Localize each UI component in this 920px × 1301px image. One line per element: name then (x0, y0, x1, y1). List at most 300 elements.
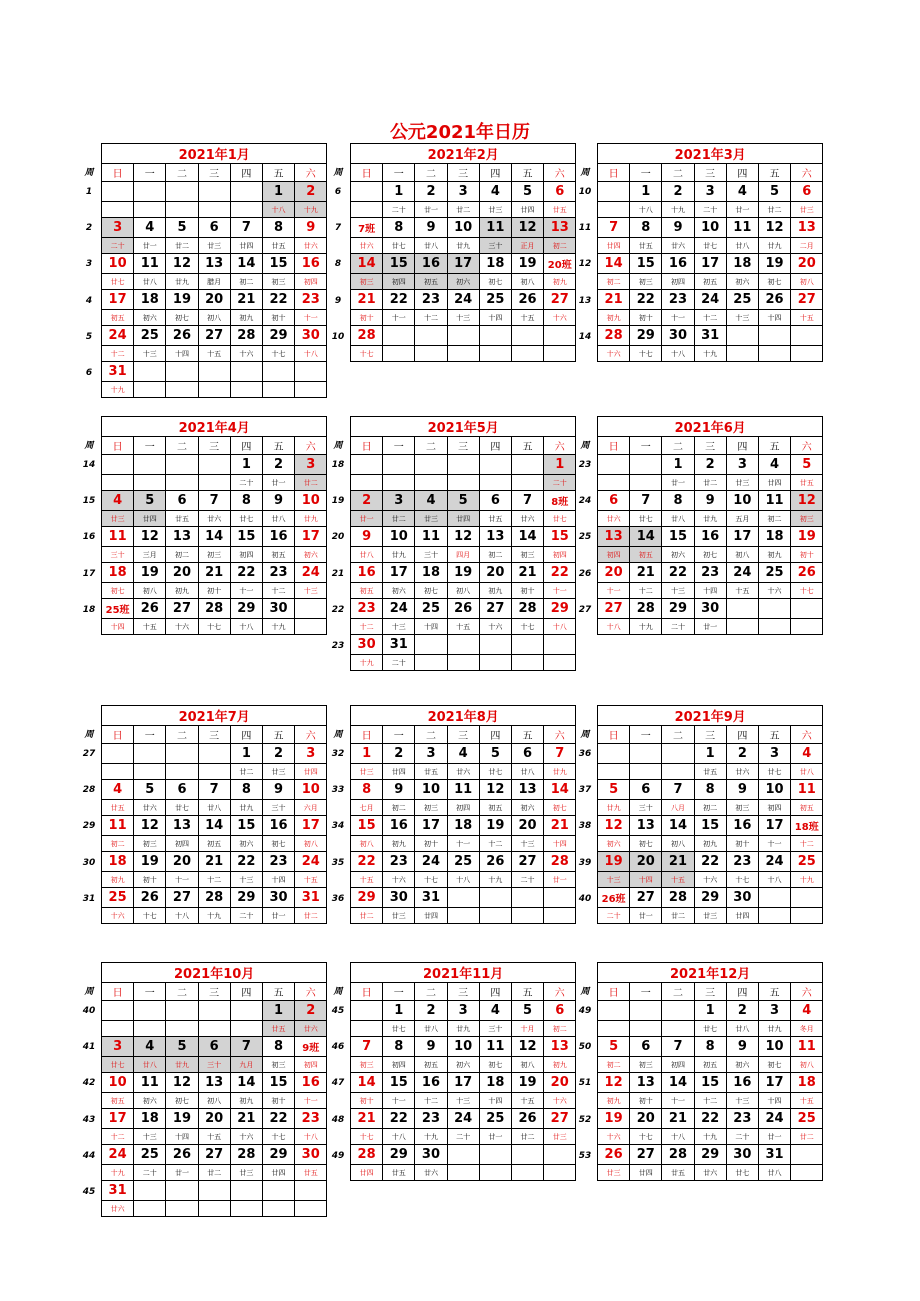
empty-cell (598, 475, 630, 491)
day-cell: 31 (694, 326, 726, 346)
lunar-date-cell: 廿八 (726, 238, 758, 254)
lunar-date-cell: 十八 (295, 1129, 327, 1145)
day-cell: 19 (598, 852, 630, 872)
weekday-header: 四 (230, 983, 262, 1001)
empty-cell (198, 382, 230, 398)
lunar-date-cell: 廿七 (758, 764, 790, 780)
lunar-date-cell: 十四 (758, 1093, 790, 1109)
week-number: 53 (578, 1150, 592, 1161)
lunar-date-cell: 十三 (662, 583, 694, 599)
day-cell: 21 (511, 563, 543, 583)
lunar-date-cell: 初九 (479, 583, 511, 599)
lunar-date-cell: 廿六 (134, 800, 166, 816)
day-cell: 26班 (598, 888, 630, 908)
weekday-header: 五 (758, 983, 790, 1001)
day-cell: 9 (726, 780, 758, 800)
page-title: 公元2021年日历 (389, 122, 531, 143)
lunar-date-cell: 廿八 (758, 1165, 790, 1181)
day-cell: 17 (447, 254, 479, 274)
lunar-date-cell: 十五 (198, 1129, 230, 1145)
lunar-date-cell: 初十 (726, 836, 758, 852)
day-cell: 27 (544, 1109, 576, 1129)
day-cell: 28 (598, 326, 630, 346)
day-cell: 19 (166, 1109, 198, 1129)
day-cell: 11 (102, 527, 134, 547)
lunar-date-cell: 十一 (662, 1093, 694, 1109)
lunar-date-cell: 初十 (415, 836, 447, 852)
lunar-date-cell: 十一 (383, 1093, 415, 1109)
lunar-date-cell: 初六 (511, 800, 543, 816)
empty-cell (351, 1021, 383, 1037)
day-cell: 8 (262, 218, 294, 238)
lunar-date-cell: 初七 (630, 836, 662, 852)
day-cell: 26 (791, 563, 823, 583)
day-cell: 1 (662, 455, 694, 475)
empty-cell (198, 182, 230, 202)
day-cell: 18 (791, 1073, 823, 1093)
week-header-label: 周 (580, 987, 590, 997)
day-cell: 11 (726, 218, 758, 238)
empty-cell (447, 1165, 479, 1181)
lunar-date-cell: 十五 (198, 346, 230, 362)
week-number: 24 (578, 496, 592, 507)
day-cell: 3 (102, 1037, 134, 1057)
day-cell: 20 (511, 816, 543, 836)
lunar-date-cell: 初三 (134, 836, 166, 852)
day-cell: 6 (598, 491, 630, 511)
lunar-date-cell: 十三 (295, 583, 327, 599)
day-cell: 24 (102, 1145, 134, 1165)
lunar-date-cell: 廿五 (102, 800, 134, 816)
weekday-header: 三 (447, 164, 479, 182)
lunar-date-cell: 廿四 (134, 511, 166, 527)
day-cell: 18 (134, 1109, 166, 1129)
lunar-date-cell: 廿七 (544, 511, 576, 527)
day-cell: 17 (295, 816, 327, 836)
day-cell: 19 (134, 563, 166, 583)
lunar-date-cell: 十九 (694, 1129, 726, 1145)
lunar-date-cell: 初四 (544, 547, 576, 563)
day-cell: 14 (230, 254, 262, 274)
lunar-date-cell: 初三 (351, 274, 383, 290)
day-cell: 22 (630, 290, 662, 310)
lunar-date-cell: 廿五 (262, 1021, 294, 1037)
empty-cell (134, 764, 166, 780)
lunar-date-cell: 初五 (694, 1057, 726, 1073)
lunar-date-cell: 正月 (511, 238, 543, 254)
lunar-date-cell: 十八 (166, 908, 198, 924)
lunar-date-cell: 初三 (630, 1057, 662, 1073)
weekday-header: 六 (544, 164, 576, 182)
day-cell: 27 (630, 1145, 662, 1165)
day-cell: 15 (694, 1073, 726, 1093)
empty-cell (351, 202, 383, 218)
empty-cell (166, 455, 198, 475)
month-calendar (350, 962, 576, 1181)
day-cell: 21 (230, 1109, 262, 1129)
day-cell: 15 (694, 816, 726, 836)
lunar-date-cell: 十六 (230, 346, 262, 362)
lunar-date-cell: 廿一 (662, 475, 694, 491)
day-cell: 29 (662, 599, 694, 619)
day-cell: 5 (166, 1037, 198, 1057)
week-header-label: 周 (580, 168, 590, 178)
weekday-header: 日 (102, 437, 134, 455)
lunar-date-cell: 十一 (295, 310, 327, 326)
lunar-date-cell: 廿四 (758, 475, 790, 491)
day-cell: 11 (479, 218, 511, 238)
empty-cell (198, 455, 230, 475)
day-cell: 19 (166, 290, 198, 310)
lunar-date-cell: 三十 (262, 800, 294, 816)
weekday-header: 一 (630, 983, 662, 1001)
lunar-date-cell: 廿九 (758, 238, 790, 254)
lunar-date-cell: 初六 (726, 274, 758, 290)
lunar-date-cell: 初五 (630, 547, 662, 563)
lunar-date-cell: 初四 (295, 1057, 327, 1073)
empty-cell (134, 362, 166, 382)
lunar-date-cell: 二十 (230, 475, 262, 491)
day-cell: 20 (198, 1109, 230, 1129)
lunar-date-cell: 廿二 (662, 908, 694, 924)
lunar-date-cell: 十二 (630, 583, 662, 599)
empty-cell (726, 346, 758, 362)
day-cell: 8 (694, 1037, 726, 1057)
empty-cell (479, 635, 511, 655)
lunar-date-cell: 十一 (230, 583, 262, 599)
lunar-date-cell: 廿五 (630, 238, 662, 254)
lunar-date-cell: 廿六 (726, 764, 758, 780)
lunar-date-cell: 廿六 (598, 511, 630, 527)
lunar-date-cell: 初六 (134, 310, 166, 326)
weekday-header: 二 (166, 726, 198, 744)
lunar-date-cell: 十九 (262, 619, 294, 635)
lunar-date-cell: 廿二 (383, 511, 415, 527)
lunar-date-cell: 初九 (694, 836, 726, 852)
week-number: 30 (82, 857, 96, 868)
empty-cell (134, 1021, 166, 1037)
lunar-date-cell: 初二 (694, 800, 726, 816)
empty-cell (295, 619, 327, 635)
day-cell: 28 (198, 599, 230, 619)
day-cell: 6 (198, 1037, 230, 1057)
day-cell: 20 (630, 852, 662, 872)
lunar-date-cell: 十四 (479, 310, 511, 326)
empty-cell (598, 455, 630, 475)
day-cell: 15 (230, 527, 262, 547)
day-cell: 1 (694, 744, 726, 764)
day-cell: 2 (383, 744, 415, 764)
lunar-date-cell: 初三 (630, 274, 662, 290)
day-cell: 2 (662, 182, 694, 202)
day-cell: 2 (726, 744, 758, 764)
lunar-date-cell: 十七 (262, 1129, 294, 1145)
lunar-date-cell: 廿三 (383, 908, 415, 924)
empty-cell (791, 1145, 823, 1165)
day-cell: 1 (230, 455, 262, 475)
day-cell: 28 (511, 599, 543, 619)
lunar-date-cell: 廿三 (598, 1165, 630, 1181)
weekday-header: 三 (694, 437, 726, 455)
lunar-date-cell: 廿三 (415, 511, 447, 527)
week-number: 7 (334, 223, 342, 234)
empty-cell (198, 202, 230, 218)
lunar-date-cell: 廿五 (544, 202, 576, 218)
empty-cell (758, 619, 790, 635)
day-cell: 12 (598, 1073, 630, 1093)
lunar-date-cell: 初六 (230, 836, 262, 852)
day-cell: 2 (726, 1001, 758, 1021)
lunar-date-cell: 十六 (166, 619, 198, 635)
day-cell: 6 (166, 491, 198, 511)
empty-cell (791, 326, 823, 346)
lunar-date-cell: 十四 (166, 1129, 198, 1145)
lunar-date-cell: 腊月 (198, 274, 230, 290)
lunar-date-cell: 初三 (726, 800, 758, 816)
lunar-date-cell: 十八 (662, 346, 694, 362)
month-calendar (597, 962, 823, 1181)
day-cell: 13 (791, 218, 823, 238)
lunar-date-cell: 廿四 (351, 1165, 383, 1181)
lunar-date-cell: 初八 (134, 583, 166, 599)
day-cell: 2 (295, 1001, 327, 1021)
empty-cell (166, 202, 198, 218)
lunar-date-cell: 初九 (598, 310, 630, 326)
lunar-date-cell: 初二 (544, 1021, 576, 1037)
lunar-date-cell: 廿五 (791, 475, 823, 491)
day-cell: 22 (351, 852, 383, 872)
lunar-date-cell: 廿四 (511, 202, 543, 218)
week-number: 26 (578, 568, 592, 579)
lunar-date-cell: 初八 (351, 836, 383, 852)
empty-cell (544, 888, 576, 908)
lunar-date-cell: 三十 (479, 1021, 511, 1037)
lunar-date-cell: 十三 (511, 836, 543, 852)
lunar-date-cell: 廿四 (630, 1165, 662, 1181)
day-cell: 25 (791, 1109, 823, 1129)
empty-cell (134, 382, 166, 398)
lunar-date-cell: 廿八 (198, 800, 230, 816)
lunar-date-cell: 十五 (351, 872, 383, 888)
lunar-date-cell: 廿一 (479, 1129, 511, 1145)
lunar-date-cell: 二十 (230, 908, 262, 924)
day-cell: 29 (694, 888, 726, 908)
lunar-date-cell: 初八 (791, 274, 823, 290)
empty-cell (791, 888, 823, 908)
lunar-date-cell: 十二 (351, 619, 383, 635)
lunar-date-cell: 廿二 (351, 908, 383, 924)
day-cell: 30 (262, 888, 294, 908)
empty-cell (166, 1021, 198, 1037)
day-cell: 31 (383, 635, 415, 655)
lunar-date-cell: 十七 (415, 872, 447, 888)
month-title: 2021年10月 (102, 963, 327, 983)
empty-cell (262, 1181, 294, 1201)
day-cell: 13 (598, 527, 630, 547)
day-cell: 25 (726, 290, 758, 310)
day-cell: 21 (351, 1109, 383, 1129)
weekday-header: 三 (694, 983, 726, 1001)
empty-cell (134, 1181, 166, 1201)
week-number: 2 (85, 223, 93, 234)
day-cell: 7 (544, 744, 576, 764)
lunar-date-cell: 廿七 (230, 511, 262, 527)
week-number: 37 (578, 785, 592, 796)
lunar-date-cell: 廿二 (511, 1129, 543, 1145)
lunar-date-cell: 十八 (262, 202, 294, 218)
lunar-date-cell: 初十 (351, 310, 383, 326)
day-cell: 20班 (544, 254, 576, 274)
day-cell: 14 (630, 527, 662, 547)
day-cell: 31 (758, 1145, 790, 1165)
lunar-date-cell: 十七 (630, 1129, 662, 1145)
week-number: 33 (331, 785, 345, 796)
lunar-date-cell: 十七 (791, 583, 823, 599)
day-cell: 26 (134, 599, 166, 619)
empty-cell (511, 346, 543, 362)
empty-cell (166, 1181, 198, 1201)
month-title: 2021年5月 (351, 417, 576, 437)
lunar-date-cell: 十九 (102, 382, 134, 398)
day-cell: 7 (198, 780, 230, 800)
empty-cell (598, 764, 630, 780)
empty-cell (230, 382, 262, 398)
empty-cell (415, 455, 447, 475)
empty-cell (479, 888, 511, 908)
lunar-date-cell: 廿一 (262, 908, 294, 924)
lunar-date-cell: 初三 (511, 547, 543, 563)
weekday-header: 四 (726, 726, 758, 744)
day-cell: 19 (447, 563, 479, 583)
lunar-date-cell: 廿七 (102, 274, 134, 290)
day-cell: 18 (479, 254, 511, 274)
day-cell: 4 (758, 455, 790, 475)
weekday-header: 三 (447, 726, 479, 744)
lunar-date-cell: 初七 (102, 583, 134, 599)
week-number: 14 (82, 460, 96, 470)
empty-cell (544, 908, 576, 924)
weekday-header: 日 (102, 726, 134, 744)
month-calendar (597, 416, 823, 635)
empty-cell (479, 908, 511, 924)
day-cell: 10 (295, 491, 327, 511)
day-cell: 29 (544, 599, 576, 619)
day-cell: 2 (351, 491, 383, 511)
lunar-date-cell: 初二 (758, 511, 790, 527)
day-cell: 12 (166, 254, 198, 274)
empty-cell (447, 1145, 479, 1165)
lunar-date-cell: 初五 (102, 310, 134, 326)
week-number: 25 (578, 532, 592, 543)
day-cell: 2 (415, 182, 447, 202)
weekday-header: 一 (383, 726, 415, 744)
empty-cell (511, 908, 543, 924)
lunar-date-cell: 廿八 (511, 764, 543, 780)
weekday-header: 四 (479, 164, 511, 182)
lunar-date-cell: 十七 (511, 619, 543, 635)
lunar-date-cell: 十六 (383, 872, 415, 888)
day-cell: 16 (662, 254, 694, 274)
day-cell: 7 (511, 491, 543, 511)
day-cell: 16 (415, 254, 447, 274)
day-cell: 22 (383, 1109, 415, 1129)
lunar-date-cell: 初六 (726, 1057, 758, 1073)
lunar-date-cell: 廿三 (694, 908, 726, 924)
empty-cell (134, 182, 166, 202)
day-cell: 18 (102, 563, 134, 583)
day-cell: 17 (758, 1073, 790, 1093)
lunar-date-cell: 十八 (758, 872, 790, 888)
day-cell: 3 (758, 744, 790, 764)
day-cell: 23 (295, 1109, 327, 1129)
lunar-date-cell: 十二 (694, 1093, 726, 1109)
empty-cell (758, 599, 790, 619)
month-calendar (101, 962, 327, 1217)
day-cell: 16 (726, 816, 758, 836)
lunar-date-cell: 十八 (544, 619, 576, 635)
day-cell: 6 (511, 744, 543, 764)
lunar-date-cell: 初八 (198, 1093, 230, 1109)
empty-cell (511, 635, 543, 655)
day-cell: 2 (262, 455, 294, 475)
month-title: 2021年4月 (102, 417, 327, 437)
lunar-date-cell: 初三 (198, 547, 230, 563)
lunar-date-cell: 廿九 (447, 238, 479, 254)
day-cell: 23 (351, 599, 383, 619)
day-cell: 14 (511, 527, 543, 547)
lunar-date-cell: 廿九 (383, 547, 415, 563)
lunar-date-cell: 初九 (544, 274, 576, 290)
lunar-date-cell: 十二 (262, 583, 294, 599)
lunar-date-cell: 廿二 (198, 1165, 230, 1181)
lunar-date-cell: 廿四 (262, 1165, 294, 1181)
lunar-date-cell: 十三 (134, 1129, 166, 1145)
week-number: 17 (82, 568, 96, 579)
day-cell: 11 (415, 527, 447, 547)
lunar-date-cell: 初九 (102, 872, 134, 888)
empty-cell (230, 1201, 262, 1217)
lunar-date-cell: 十九 (295, 202, 327, 218)
day-cell: 25班 (102, 599, 134, 619)
lunar-date-cell: 初六 (383, 583, 415, 599)
empty-cell (102, 182, 134, 202)
lunar-date-cell: 廿四 (447, 511, 479, 527)
lunar-date-cell: 十五 (791, 310, 823, 326)
day-cell: 30 (726, 1145, 758, 1165)
day-cell: 16 (295, 254, 327, 274)
day-cell: 8 (383, 218, 415, 238)
empty-cell (758, 888, 790, 908)
empty-cell (447, 635, 479, 655)
empty-cell (758, 326, 790, 346)
lunar-date-cell: 廿四 (230, 238, 262, 254)
day-cell: 13 (479, 527, 511, 547)
day-cell: 15 (630, 254, 662, 274)
day-cell: 31 (415, 888, 447, 908)
lunar-date-cell: 廿九 (544, 764, 576, 780)
day-cell: 11 (791, 1037, 823, 1057)
day-cell: 3 (694, 182, 726, 202)
day-cell: 12 (758, 218, 790, 238)
weekday-header: 一 (383, 164, 415, 182)
month-title: 2021年8月 (351, 706, 576, 726)
lunar-date-cell: 十五 (511, 1093, 543, 1109)
day-cell: 1 (262, 1001, 294, 1021)
lunar-date-cell: 十八 (295, 346, 327, 362)
lunar-date-cell: 廿二 (166, 238, 198, 254)
empty-cell (598, 744, 630, 764)
day-cell: 23 (726, 852, 758, 872)
